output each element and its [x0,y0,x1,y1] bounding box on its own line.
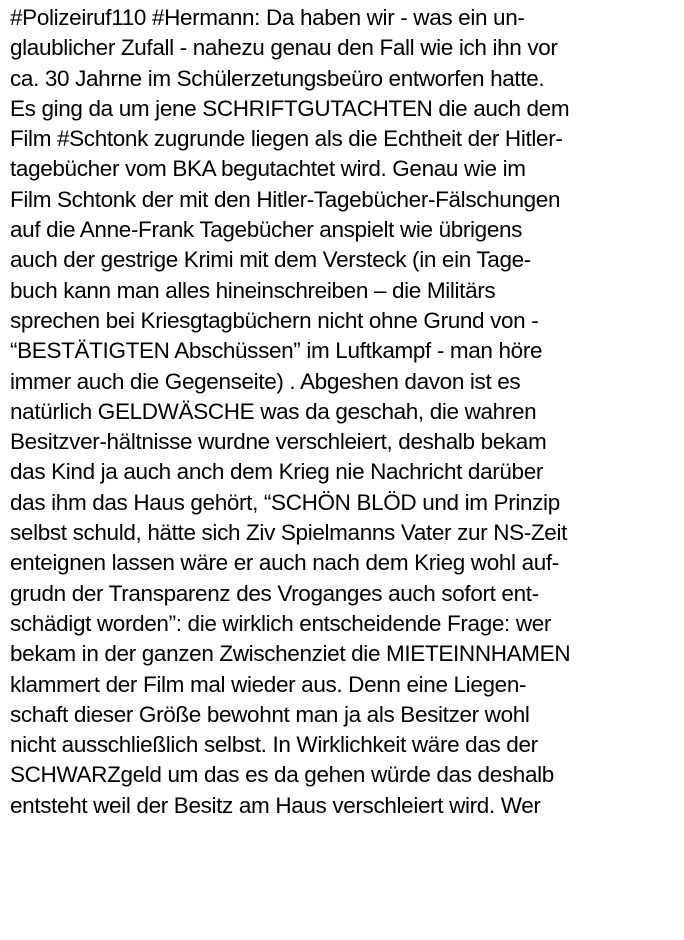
text-line: Film Schtonk der mit den Hitler-Tagebücher-Fälschungen [10,186,561,212]
text-line: Film #Schtonk zugrunde liegen als die Echtheit der Hitler- [10,126,563,152]
text-line: das ihm das Haus gehört, “SCHÖN BLÖD und im Prinzip [10,489,560,515]
text-line: enteignen lassen wäre er auch nach dem Krieg wohl auf- [10,550,559,576]
text-line: schaft dieser Größe bewohnt man ja als Besitzer wohl [10,701,530,727]
text-line: bekam in der ganzen Zwischenziet die MIETEINNHAMEN [10,641,571,667]
text-line: glaublicher Zufall - nahezu genau den Fall wie ich ihn vor [10,35,558,61]
text-line: Besitzver-hältnisse wurdne verschleiert, deshalb bekam [10,429,547,455]
text-line: klammert der Film mal wieder aus. Denn eine Liegen- [10,671,527,697]
text-line: auch der gestrige Krimi mit dem Versteck (in ein Tage- [10,247,531,273]
text-line: entsteht weil der Besitz am Haus verschleiert wird. Wer [10,792,541,818]
text-line: natürlich GELDWÄSCHE was da geschah, die wahren [10,398,537,424]
document-body-text [10,3,682,821]
text-line: schädigt worden”: die wirklich entscheidende Frage: wer [10,610,552,636]
text-line: immer auch die Gegenseite) . Abgeshen davon ist es [10,368,521,394]
text-line: selbst schuld, hätte sich Ziv Spielmanns Vater zur NS-Zeit [10,520,568,546]
text-line: sprechen bei Kriesgtagbüchern nicht ohne Grund von - [10,307,539,333]
text-line: ca. 30 Jahrne im Schülerzetungsbeüro entworfen hatte. [10,65,545,91]
text-line: “BESTÄTIGTEN Abschüssen” im Luftkampf - man höre [10,338,543,364]
text-line: nicht ausschließlich selbst. In Wirklichkeit wäre das der [10,732,538,758]
text-line: buch kann man alles hineinschreiben – die Militärs [10,277,496,303]
text-line: auf die Anne-Frank Tagebücher anspielt wie übrigens [10,217,523,243]
text-line: grudn der Transparenz des Vroganges auch sofort ent- [10,580,539,606]
text-line: tagebücher vom BKA begutachtet wird. Genau wie im [10,156,526,182]
text-line: SCHWARZgeld um das es da gehen würde das deshalb [10,762,554,788]
text-line: #Polizeiruf110 #Hermann: Da haben wir - was ein un- [10,5,525,30]
text-line: das Kind ja auch anch dem Krieg nie Nachricht darüber [10,459,544,485]
text-line: Es ging da um jene SCHRIFTGUTACHTEN die auch dem [10,95,570,121]
